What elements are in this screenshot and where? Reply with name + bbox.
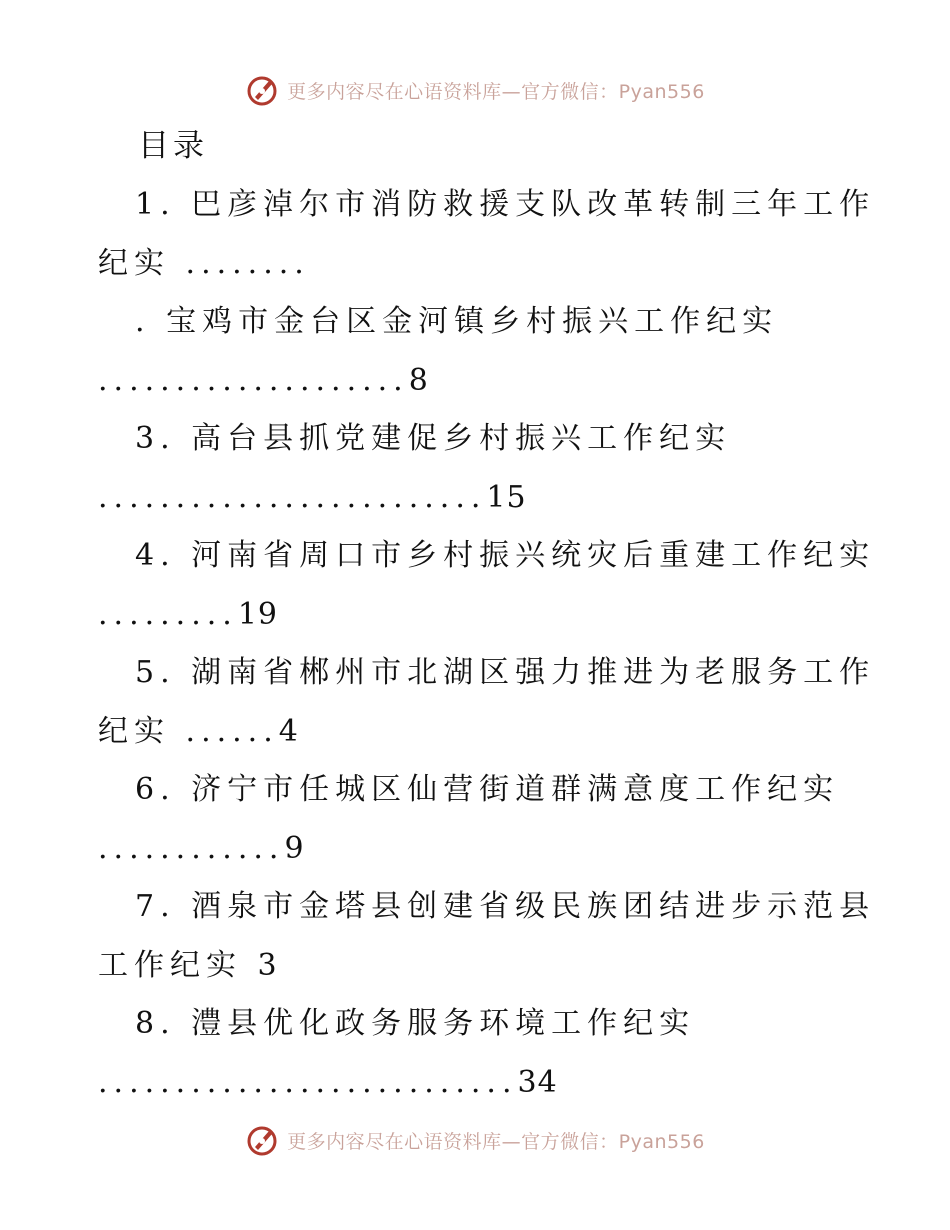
toc-entry-3-leader: .........................15 xyxy=(98,480,527,515)
toc-entry-4-title[interactable]: 4. 河南省周口市乡村振兴统灾后重建工作纪实 xyxy=(135,538,876,573)
toc-entry-3-title[interactable]: 3. 高台县抓党建促乡村振兴工作纪实 xyxy=(135,421,732,456)
toc-entry-4-leader: .........19 xyxy=(98,597,279,632)
footer-banner xyxy=(0,1120,950,1160)
toc-title: 目录 xyxy=(138,128,208,164)
banner-text: 更多内容尽在心语资料库—官方微信：Pyan556 xyxy=(287,80,705,103)
toc-entry-5-leader: 纪实 ......4 xyxy=(98,714,299,749)
toc-entry-7-title[interactable]: 7. 酒泉市金塔县创建省级民族团结进步示范县 xyxy=(135,889,876,924)
toc-entry-7-leader: 工作纪实 3 xyxy=(98,948,278,983)
header-banner xyxy=(0,70,950,110)
banner-text: 更多内容尽在心语资料库—官方微信：Pyan556 xyxy=(287,1130,705,1153)
toc-entry-6-title[interactable]: 6. 济宁市任城区仙营街道群满意度工作纪实 xyxy=(135,772,840,807)
toc-entry-8-leader: ...........................34 xyxy=(98,1065,558,1100)
pen-logo-icon xyxy=(245,73,279,107)
toc-entry-2-leader: ....................8 xyxy=(98,363,429,398)
pen-logo-icon xyxy=(245,1123,279,1157)
toc-entry-5-title[interactable]: 5. 湖南省郴州市北湖区强力推进为老服务工作 xyxy=(135,655,876,690)
toc-entry-1-title[interactable]: 1. 巴彦淖尔市消防救援支队改革转制三年工作 xyxy=(135,187,876,222)
toc-entry-1-leader: 纪实 ........ xyxy=(98,246,310,281)
toc-entry-8-title[interactable]: 8. 澧县优化政务服务环境工作纪实 xyxy=(135,1006,696,1041)
toc-entry-2-title[interactable]: . 宝鸡市金台区金河镇乡村振兴工作纪实 xyxy=(135,304,779,339)
toc-entry-6-leader: ............9 xyxy=(98,831,305,866)
